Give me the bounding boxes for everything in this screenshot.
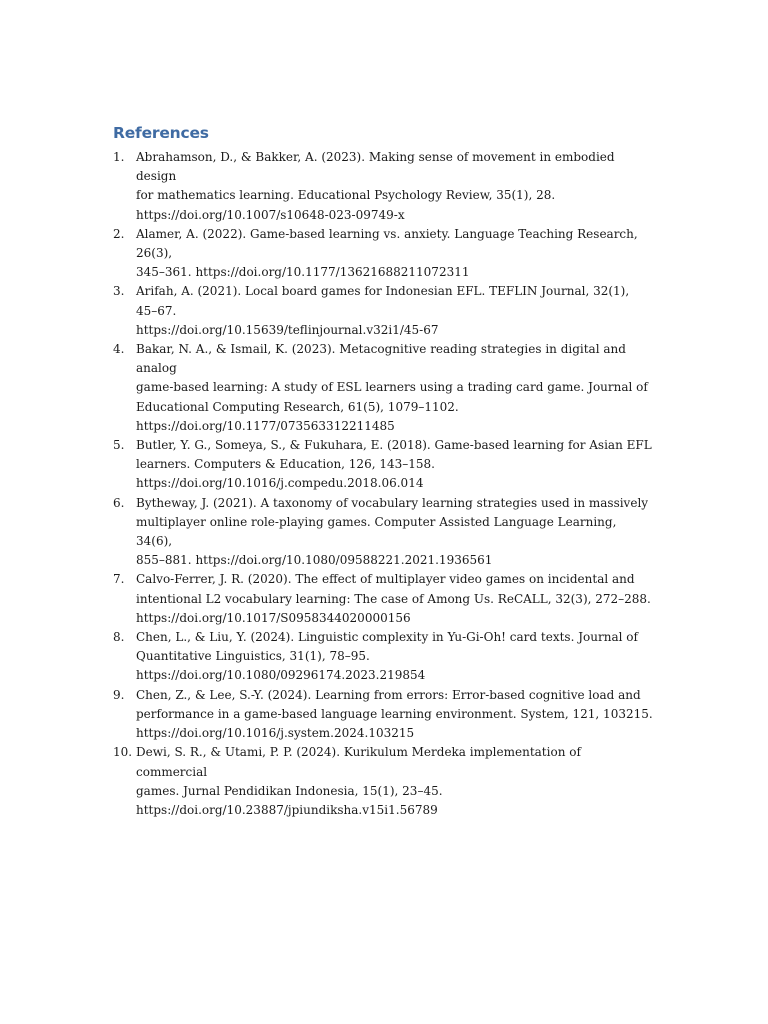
reference-number: 10. [113,745,133,760]
reference-text: Dewi, S. R., & Utami, P. P. (2024). Kurikulum Merdeka implementation of commercial games. Jurnal Pendidikan Indonesia, 15(1), 23–45. https://doi.org/10.23887/jpiundiksha.v15i1.56789 [136,745,581,817]
reference-text: Chen, L., & Liu, Y. (2024). Linguistic complexity in Yu-Gi-Oh! card texts. Journal of Quantitative Linguistics, 31(1), 78–95. https://doi.org/10.1080/09296174.2023.219854 [136,630,638,683]
reference-item [113,340,653,436]
reference-number: 2. [113,226,125,241]
reference-text: Calvo-Ferrer, J. R. (2020). The effect of multiplayer video games on incidental and intentional L2 vocabulary learning: The case of Among Us. ReCALL, 32(3), 272–288. https://doi.org/10.1017/S0958344020000156 [136,572,651,625]
reference-item [113,282,653,340]
reference-number: 5. [113,438,125,453]
reference-item [113,494,653,571]
reference-item [113,570,653,628]
reference-text: Bytheway, J. (2021). A taxonomy of vocabulary learning strategies used in massively multiplayer online role-playing games. Computer Assisted Language Learning, 34(6), 855–881. https://doi.org/10.1080/09588221.2021.1936561 [136,495,649,568]
reference-item [113,628,653,686]
reference-item [113,436,653,494]
reference-text: Abrahamson, D., & Bakker, A. (2023). Making sense of movement in embodied design for mathematics learning. Educational Psychology Review, 35(1), 28. https://doi.org/10.1007/s10648-023-09749-x [136,150,615,222]
reference-number: 7. [113,572,125,587]
reference-number: 9. [113,687,125,702]
reference-number: 4. [113,342,125,357]
reference-number: 3. [113,284,125,299]
reference-text: Butler, Y. G., Someya, S., & Fukuhara, E. (2018). Game-based learning for Asian EFL learners. Computers & Education, 126, 143–158. https://doi.org/10.1016/j.compedu.2018.06.014 [136,438,652,491]
references-heading: References [113,124,209,142]
reference-item [113,225,653,283]
reference-text: Bakar, N. A., & Ismail, K. (2023). Metacognitive reading strategies in digital and analog game-based learning: A study of ESL learners using a trading card game. Journal of Educational Computing Research, 61(5), 1079–1102. https://doi.org/10.1177/073563312211485 [136,342,648,433]
reference-text: Arifah, A. (2021). Local board games for Indonesian EFL. TEFLIN Journal, 32(1), 45–67. https://doi.org/10.15639/teflinjournal.v32i1/45-67 [136,284,630,337]
reference-number: 6. [113,495,125,510]
reference-number: 8. [113,630,125,645]
reference-item [113,686,653,744]
reference-number: 1. [113,150,125,164]
reference-text: Alamer, A. (2022). Game-based learning vs. anxiety. Language Teaching Research, 26(3), 345–361. https://doi.org/10.1177/13621688211072311 [136,226,638,280]
reference-list [113,148,653,820]
reference-item [113,743,653,820]
reference-text: Chen, Z., & Lee, S.-Y. (2024). Learning from errors: Error-based cognitive load and performance in a game-based language learning environment. System, 121, 103215. https://doi.org/10.1016/j.system.2024.103215 [136,687,653,741]
reference-item [113,148,653,225]
